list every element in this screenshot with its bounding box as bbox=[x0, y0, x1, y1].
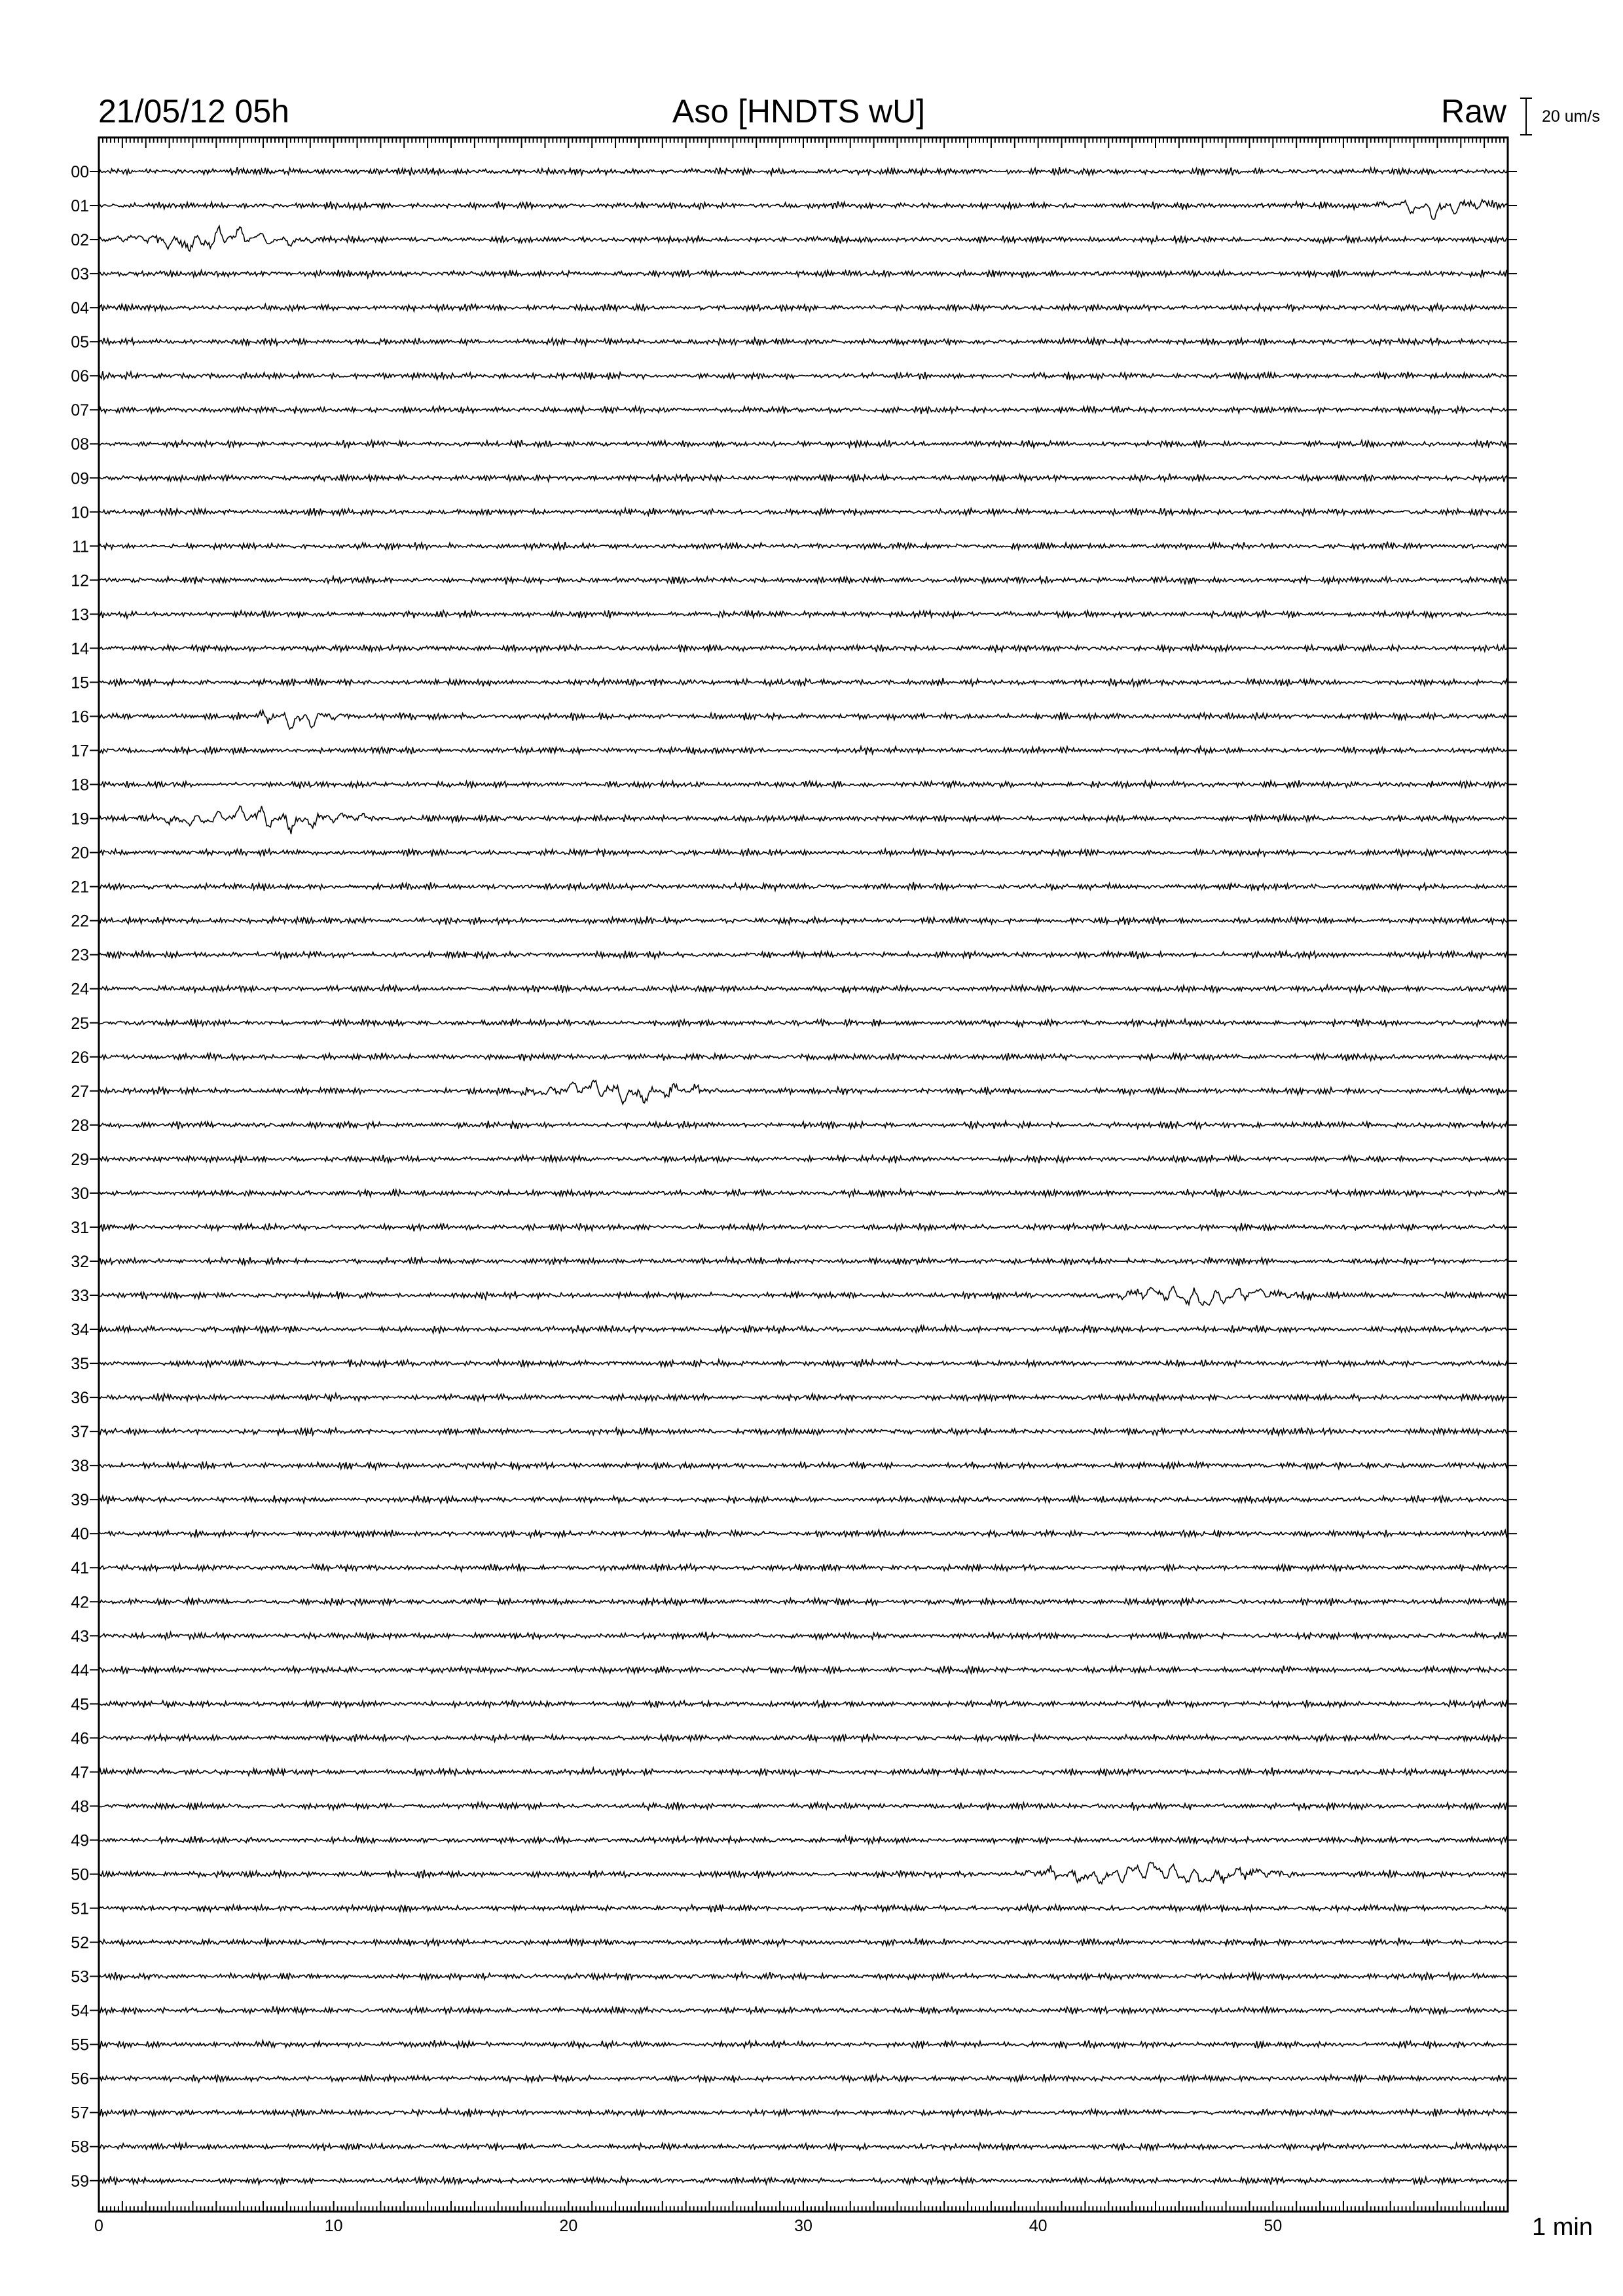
row-label: 15 bbox=[71, 673, 89, 692]
row-label: 19 bbox=[71, 810, 89, 829]
trace-line-27 bbox=[99, 1081, 1508, 1104]
trace-line-11 bbox=[99, 542, 1508, 550]
trace-line-36 bbox=[99, 1393, 1508, 1402]
trace-line-10 bbox=[99, 508, 1508, 516]
trace-line-25 bbox=[99, 1019, 1508, 1028]
trace-line-01 bbox=[99, 200, 1508, 219]
row-label: 12 bbox=[71, 571, 89, 590]
trace-line-16 bbox=[99, 710, 1508, 729]
row-label: 48 bbox=[71, 1797, 89, 1816]
row-label: 31 bbox=[71, 1218, 89, 1237]
row-label: 58 bbox=[71, 2138, 89, 2157]
row-label: 36 bbox=[71, 1389, 89, 1408]
row-label: 30 bbox=[71, 1184, 89, 1203]
amplitude-scale-label: 20 um/s bbox=[1542, 107, 1600, 126]
row-label: 10 bbox=[71, 503, 89, 522]
trace-line-30 bbox=[99, 1189, 1508, 1197]
row-label: 26 bbox=[71, 1048, 89, 1067]
row-label: 21 bbox=[71, 878, 89, 897]
datetime-label: 21/05/12 05h bbox=[98, 93, 289, 130]
trace-line-07 bbox=[99, 406, 1508, 414]
trace-line-40 bbox=[99, 1530, 1508, 1538]
trace-line-53 bbox=[99, 1972, 1508, 1981]
row-label: 11 bbox=[72, 537, 89, 556]
trace-line-54 bbox=[99, 2006, 1508, 2015]
trace-line-45 bbox=[99, 1700, 1508, 1708]
x-tick-label: 40 bbox=[1029, 2217, 1048, 2235]
trace-line-23 bbox=[99, 950, 1508, 959]
trace-line-22 bbox=[99, 916, 1508, 925]
trace-line-19 bbox=[99, 806, 1508, 834]
row-label: 55 bbox=[71, 2036, 89, 2054]
row-label: 49 bbox=[71, 1831, 89, 1850]
trace-line-38 bbox=[99, 1462, 1508, 1469]
row-label: 46 bbox=[71, 1729, 89, 1748]
row-label: 40 bbox=[71, 1525, 89, 1544]
row-label: 01 bbox=[71, 197, 89, 216]
row-label: 13 bbox=[71, 605, 89, 624]
trace-line-51 bbox=[99, 1905, 1508, 1912]
trace-line-06 bbox=[99, 371, 1508, 380]
row-label: 39 bbox=[71, 1491, 89, 1510]
row-label: 05 bbox=[71, 333, 89, 352]
trace-line-26 bbox=[99, 1053, 1508, 1062]
trace-line-58 bbox=[99, 2143, 1508, 2151]
row-label: 29 bbox=[71, 1150, 89, 1169]
row-label: 14 bbox=[71, 639, 89, 658]
trace-line-41 bbox=[99, 1564, 1508, 1572]
trace-line-12 bbox=[99, 577, 1508, 585]
trace-line-20 bbox=[99, 848, 1508, 857]
trace-line-57 bbox=[99, 2109, 1508, 2117]
row-label: 33 bbox=[71, 1286, 89, 1305]
row-label: 32 bbox=[71, 1252, 89, 1271]
row-label: 37 bbox=[71, 1423, 89, 1442]
row-label: 38 bbox=[71, 1457, 89, 1476]
trace-line-03 bbox=[99, 270, 1508, 278]
x-axis-unit-label: 1 min bbox=[1532, 2214, 1593, 2241]
row-label: 27 bbox=[71, 1082, 89, 1101]
trace-line-09 bbox=[99, 474, 1508, 482]
row-label: 45 bbox=[71, 1695, 89, 1714]
trace-line-48 bbox=[99, 1802, 1508, 1810]
row-label: 03 bbox=[71, 265, 89, 284]
trace-line-39 bbox=[99, 1496, 1508, 1505]
trace-line-21 bbox=[99, 882, 1508, 891]
trace-line-42 bbox=[99, 1598, 1508, 1606]
row-label: 53 bbox=[71, 1967, 89, 1986]
row-label: 57 bbox=[71, 2104, 89, 2123]
row-label: 56 bbox=[71, 2070, 89, 2089]
row-label: 07 bbox=[71, 401, 89, 420]
trace-line-47 bbox=[99, 1768, 1508, 1776]
row-label: 09 bbox=[71, 469, 89, 488]
row-label: 17 bbox=[71, 742, 89, 761]
row-label: 06 bbox=[71, 367, 89, 386]
time-axis bbox=[94, 137, 1508, 2235]
trace-line-55 bbox=[99, 2040, 1508, 2049]
trace-line-35 bbox=[99, 1359, 1508, 1367]
trace-line-59 bbox=[99, 2176, 1508, 2185]
trace-line-56 bbox=[99, 2074, 1508, 2083]
row-label: 02 bbox=[71, 231, 89, 250]
mode-label: Raw bbox=[1440, 93, 1506, 130]
trace-line-17 bbox=[99, 747, 1508, 755]
x-tick-label: 20 bbox=[559, 2217, 578, 2235]
row-label: 08 bbox=[71, 435, 89, 454]
trace-line-24 bbox=[99, 984, 1508, 993]
row-label: 23 bbox=[71, 946, 89, 965]
row-label: 47 bbox=[71, 1763, 89, 1782]
row-label: 24 bbox=[71, 980, 89, 999]
row-label: 44 bbox=[71, 1661, 89, 1680]
trace-line-32 bbox=[99, 1257, 1508, 1266]
x-tick-label: 30 bbox=[794, 2217, 812, 2235]
row-label: 16 bbox=[71, 708, 89, 726]
row-label: 41 bbox=[71, 1559, 89, 1578]
x-tick-label: 10 bbox=[324, 2217, 343, 2235]
trace-line-18 bbox=[99, 780, 1508, 789]
row-label: 18 bbox=[71, 776, 89, 795]
row-label: 00 bbox=[71, 163, 89, 181]
trace-line-28 bbox=[99, 1121, 1508, 1129]
row-label: 20 bbox=[71, 844, 89, 863]
row-label: 25 bbox=[71, 1014, 89, 1033]
row-label: 42 bbox=[71, 1593, 89, 1612]
x-tick-label: 50 bbox=[1264, 2217, 1283, 2235]
plot-frame bbox=[99, 137, 1508, 2212]
trace-line-34 bbox=[99, 1325, 1508, 1334]
trace-line-52 bbox=[99, 1938, 1508, 1946]
trace-line-04 bbox=[99, 304, 1508, 312]
row-label: 50 bbox=[71, 1865, 89, 1884]
row-label: 51 bbox=[71, 1899, 89, 1918]
trace-line-49 bbox=[99, 1836, 1508, 1844]
trace-line-15 bbox=[99, 678, 1508, 687]
row-label: 54 bbox=[71, 2001, 89, 2020]
trace-line-31 bbox=[99, 1223, 1508, 1232]
trace-line-37 bbox=[99, 1427, 1508, 1436]
row-label: 22 bbox=[71, 912, 89, 931]
trace-line-13 bbox=[99, 610, 1508, 618]
trace-line-08 bbox=[99, 440, 1508, 448]
row-label: 04 bbox=[71, 299, 89, 318]
row-label: 35 bbox=[71, 1355, 89, 1374]
trace-line-33 bbox=[99, 1287, 1508, 1306]
trace-line-05 bbox=[99, 338, 1508, 346]
trace-line-14 bbox=[99, 645, 1508, 653]
trace-line-46 bbox=[99, 1734, 1508, 1742]
trace-line-43 bbox=[99, 1632, 1508, 1640]
row-label: 34 bbox=[71, 1321, 89, 1340]
row-label: 28 bbox=[71, 1116, 89, 1135]
station-title: Aso [HNDTS wU] bbox=[672, 93, 926, 130]
row-label: 43 bbox=[71, 1627, 89, 1646]
row-label: 59 bbox=[71, 2172, 89, 2191]
trace-line-00 bbox=[99, 167, 1508, 175]
x-tick-label: 0 bbox=[94, 2217, 103, 2235]
row-label: 52 bbox=[71, 1933, 89, 1952]
trace-line-44 bbox=[99, 1666, 1508, 1674]
trace-line-29 bbox=[99, 1155, 1508, 1163]
trace-line-50 bbox=[99, 1862, 1508, 1884]
trace-rows bbox=[71, 163, 1517, 2191]
trace-line-02 bbox=[99, 226, 1508, 251]
